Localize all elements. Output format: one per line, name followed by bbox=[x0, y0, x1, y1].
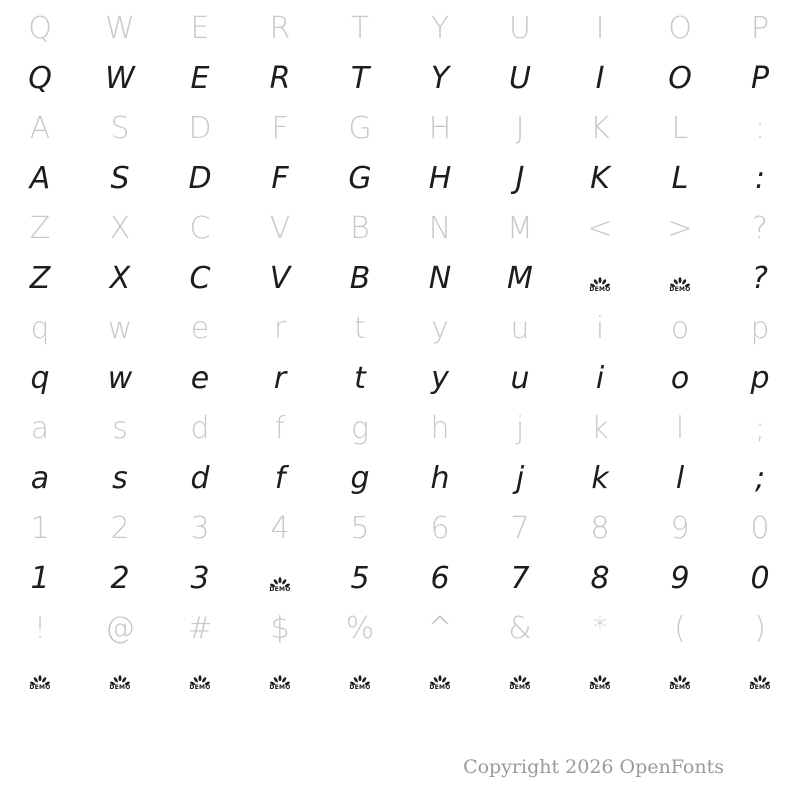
glyph-cell: 0 bbox=[750, 561, 770, 596]
glyph-cell: I bbox=[595, 11, 605, 46]
glyph-cell: P bbox=[750, 11, 770, 46]
glyph-cell: y bbox=[431, 311, 449, 346]
glyph-cell: e bbox=[190, 361, 210, 396]
glyph-cell: o bbox=[670, 311, 690, 346]
glyph-cell: V bbox=[269, 261, 291, 296]
glyph-cell: a bbox=[30, 461, 50, 496]
demo-badge-label: DEMO bbox=[29, 683, 51, 691]
glyph-cell: X bbox=[109, 261, 131, 296]
glyph-cell: Z bbox=[29, 211, 51, 246]
glyph-cell: E bbox=[190, 11, 210, 46]
demo-badge-glyph bbox=[107, 665, 133, 691]
glyph-cell: s bbox=[112, 411, 128, 446]
glyph-cell: H bbox=[428, 161, 452, 196]
glyph-cell: C bbox=[189, 261, 211, 296]
glyph-cell: T bbox=[350, 61, 370, 96]
demo-badge-label: DEMO bbox=[269, 585, 291, 593]
glyph-cell: i bbox=[595, 311, 605, 346]
glyph-cell: # bbox=[187, 611, 213, 646]
glyph-row-specimen bbox=[0, 654, 800, 700]
glyph-cell: U bbox=[509, 11, 531, 46]
glyph-cell: 2 bbox=[110, 511, 130, 546]
glyph-cell: F bbox=[271, 161, 289, 196]
glyph-row-reference bbox=[0, 404, 800, 454]
demo-badge-label: DEMO bbox=[589, 285, 611, 293]
demo-badge-label: DEMO bbox=[109, 683, 131, 691]
glyph-cell: g bbox=[350, 411, 369, 446]
glyph-cell: D bbox=[188, 111, 212, 146]
glyph-cell: Y bbox=[430, 61, 450, 96]
demo-badge-glyph bbox=[507, 665, 533, 691]
glyph-cell: ( bbox=[674, 611, 686, 646]
glyph-cell: Q bbox=[28, 11, 52, 46]
glyph-row-reference bbox=[0, 604, 800, 654]
demo-badge-glyph bbox=[427, 665, 453, 691]
glyph-row-specimen bbox=[0, 154, 800, 204]
glyph-cell-demo bbox=[560, 662, 640, 692]
glyph-cell: a bbox=[30, 411, 50, 446]
glyph-cell: 7 bbox=[510, 561, 530, 596]
glyph-cell: $ bbox=[270, 611, 290, 646]
glyph-cell: D bbox=[188, 161, 212, 196]
glyph-cell-demo bbox=[640, 662, 720, 692]
glyph-cell: P bbox=[750, 61, 770, 96]
demo-leaf-icon bbox=[350, 666, 370, 696]
glyph-cell: M bbox=[507, 261, 533, 296]
glyph-cell: d bbox=[190, 411, 210, 446]
demo-badge-glyph bbox=[187, 665, 213, 691]
glyph-cell-demo bbox=[0, 662, 80, 692]
glyph-cell: T bbox=[350, 11, 370, 46]
glyph-cell: ! bbox=[33, 611, 47, 646]
glyph-cell: 1 bbox=[30, 511, 50, 546]
glyph-cell: A bbox=[29, 161, 51, 196]
glyph-cell: k bbox=[591, 461, 609, 496]
glyph-cell-demo bbox=[160, 662, 240, 692]
demo-badge-glyph bbox=[27, 665, 53, 691]
glyph-cell: 8 bbox=[590, 511, 610, 546]
glyph-cell: t bbox=[354, 361, 366, 396]
glyph-cell: Q bbox=[28, 61, 52, 96]
demo-badge-glyph bbox=[267, 665, 293, 691]
glyph-cell: O bbox=[668, 61, 692, 96]
glyph-cell: * bbox=[592, 611, 608, 646]
glyph-row-specimen bbox=[0, 254, 800, 304]
glyph-cell: M bbox=[507, 211, 533, 246]
demo-leaf-icon bbox=[30, 666, 50, 696]
glyph-cell: U bbox=[509, 61, 531, 96]
demo-badge-glyph bbox=[587, 267, 613, 293]
demo-leaf-icon bbox=[670, 268, 690, 298]
glyph-cell-demo bbox=[400, 662, 480, 692]
glyph-cell: o bbox=[670, 361, 690, 396]
glyph-cell: ^ bbox=[427, 611, 453, 646]
glyph-cell: ? bbox=[752, 261, 768, 296]
demo-badge-label: DEMO bbox=[429, 683, 451, 691]
footer bbox=[0, 756, 800, 778]
glyph-cell: 8 bbox=[590, 561, 610, 596]
glyph-cell: R bbox=[269, 11, 291, 46]
glyph-cell: B bbox=[349, 261, 371, 296]
glyph-cell: w bbox=[107, 311, 133, 346]
glyph-cell: r bbox=[273, 361, 287, 396]
glyph-cell: V bbox=[269, 211, 291, 246]
glyph-cell: 1 bbox=[30, 561, 50, 596]
demo-leaf-icon bbox=[510, 666, 530, 696]
glyph-cell: 3 bbox=[190, 511, 210, 546]
demo-badge-label: DEMO bbox=[349, 683, 371, 691]
demo-leaf-icon bbox=[270, 568, 290, 598]
glyph-cell: C bbox=[189, 211, 211, 246]
glyph-cell: Y bbox=[430, 11, 450, 46]
glyph-row-reference bbox=[0, 104, 800, 154]
glyph-cell: H bbox=[428, 111, 452, 146]
glyph-cell: X bbox=[109, 211, 131, 246]
glyph-cell: h bbox=[430, 461, 450, 496]
demo-badge-label: DEMO bbox=[669, 285, 691, 293]
glyph-cell: q bbox=[30, 311, 50, 346]
glyph-cell: N bbox=[428, 261, 452, 296]
glyph-row-reference bbox=[0, 4, 800, 54]
glyph-cell: % bbox=[345, 611, 375, 646]
glyph-cell: L bbox=[671, 111, 689, 146]
demo-badge-glyph bbox=[667, 665, 693, 691]
glyph-row-specimen bbox=[0, 554, 800, 604]
glyph-cell: & bbox=[508, 611, 532, 646]
glyph-cell: f bbox=[274, 461, 286, 496]
glyph-cell: p bbox=[750, 361, 770, 396]
glyph-cell: w bbox=[107, 361, 133, 396]
glyph-row-specimen bbox=[0, 354, 800, 404]
glyph-cell: E bbox=[190, 61, 210, 96]
glyph-cell: ? bbox=[752, 211, 768, 246]
glyph-cell: g bbox=[350, 461, 370, 496]
glyph-cell: e bbox=[190, 311, 210, 346]
glyph-cell-demo bbox=[240, 662, 320, 692]
glyph-cell-demo bbox=[80, 662, 160, 692]
glyph-cell: 9 bbox=[670, 561, 690, 596]
glyph-cell: B bbox=[350, 211, 370, 246]
demo-badge-label: DEMO bbox=[589, 683, 611, 691]
glyph-cell-demo bbox=[560, 264, 640, 294]
glyph-cell: O bbox=[668, 11, 692, 46]
glyph-cell: 3 bbox=[190, 561, 210, 596]
glyph-cell: S bbox=[110, 111, 130, 146]
glyph-cell: K bbox=[590, 111, 610, 146]
glyph-cell: < bbox=[587, 211, 613, 246]
demo-badge-label: DEMO bbox=[189, 683, 211, 691]
glyph-cell: Z bbox=[29, 261, 51, 296]
demo-badge-glyph bbox=[347, 665, 373, 691]
glyph-cell: t bbox=[354, 311, 366, 346]
glyph-cell: G bbox=[348, 161, 372, 196]
glyph-cell-demo bbox=[320, 662, 400, 692]
glyph-cell: u bbox=[510, 311, 530, 346]
glyph-cell: ; bbox=[754, 411, 766, 446]
glyph-cell: p bbox=[750, 311, 770, 346]
demo-badge-glyph bbox=[267, 567, 293, 593]
demo-leaf-icon bbox=[590, 268, 610, 298]
glyph-cell: : bbox=[754, 161, 766, 196]
glyph-cell: 4 bbox=[270, 511, 290, 546]
demo-leaf-icon bbox=[190, 666, 210, 696]
glyph-cell: W bbox=[105, 11, 135, 46]
glyph-cell: s bbox=[112, 461, 128, 496]
glyph-cell: j bbox=[515, 461, 525, 496]
demo-leaf-icon bbox=[750, 666, 770, 696]
glyph-row-reference bbox=[0, 504, 800, 554]
glyph-cell: 0 bbox=[750, 511, 770, 546]
glyph-cell: 9 bbox=[670, 511, 690, 546]
glyph-row-specimen bbox=[0, 454, 800, 504]
demo-badge-label: DEMO bbox=[749, 683, 771, 691]
glyph-cell-demo bbox=[480, 662, 560, 692]
glyph-cell: l bbox=[675, 411, 685, 446]
glyph-cell: h bbox=[430, 411, 450, 446]
glyph-cell: 5 bbox=[350, 561, 370, 596]
demo-leaf-icon bbox=[110, 666, 130, 696]
glyph-cell: 7 bbox=[510, 511, 530, 546]
glyph-cell: ) bbox=[754, 611, 766, 646]
glyph-cell: y bbox=[431, 361, 449, 396]
demo-leaf-icon bbox=[270, 666, 290, 696]
demo-badge-glyph bbox=[667, 267, 693, 293]
glyph-cell: k bbox=[591, 411, 609, 446]
glyph-cell-demo bbox=[720, 662, 800, 692]
demo-leaf-icon bbox=[590, 666, 610, 696]
glyph-cell: L bbox=[671, 161, 689, 196]
copyright-notice: Copyright 2026 OpenFonts bbox=[463, 756, 724, 778]
glyph-cell-demo bbox=[640, 264, 720, 294]
glyph-cell: S bbox=[110, 161, 130, 196]
glyph-cell: r bbox=[273, 311, 287, 346]
demo-badge-label: DEMO bbox=[269, 683, 291, 691]
glyph-cell: I bbox=[595, 61, 605, 96]
glyph-cell: A bbox=[29, 111, 51, 146]
glyph-cell: d bbox=[190, 461, 210, 496]
glyph-cell: J bbox=[515, 111, 525, 146]
glyph-cell: l bbox=[675, 461, 685, 496]
glyph-cell: W bbox=[105, 61, 135, 96]
demo-leaf-icon bbox=[430, 666, 450, 696]
demo-badge-label: DEMO bbox=[509, 683, 531, 691]
glyph-cell: J bbox=[515, 161, 525, 196]
glyph-cell: K bbox=[590, 161, 610, 196]
glyph-row-specimen bbox=[0, 54, 800, 104]
glyph-row-reference bbox=[0, 304, 800, 354]
glyph-cell: 6 bbox=[430, 511, 450, 546]
demo-leaf-icon bbox=[670, 666, 690, 696]
demo-badge-glyph bbox=[587, 665, 613, 691]
glyph-cell: 6 bbox=[430, 561, 450, 596]
demo-badge-label: DEMO bbox=[669, 683, 691, 691]
glyph-cell: 5 bbox=[350, 511, 370, 546]
glyph-cell: F bbox=[271, 111, 289, 146]
glyph-cell: 2 bbox=[110, 561, 130, 596]
glyph-cell: q bbox=[30, 361, 50, 396]
glyph-cell: G bbox=[348, 111, 372, 146]
glyph-cell: i bbox=[595, 361, 605, 396]
glyph-cell: @ bbox=[105, 611, 135, 646]
glyph-cell: j bbox=[515, 411, 525, 446]
demo-badge-glyph bbox=[747, 665, 773, 691]
glyph-cell: u bbox=[510, 361, 530, 396]
glyph-cell: : bbox=[754, 111, 766, 146]
glyph-row-reference bbox=[0, 204, 800, 254]
glyph-cell: f bbox=[274, 411, 286, 446]
glyph-cell: R bbox=[269, 61, 291, 96]
glyph-cell-demo bbox=[240, 564, 320, 594]
glyph-cell: N bbox=[428, 211, 452, 246]
glyph-cell: ; bbox=[754, 461, 766, 496]
glyph-cell: > bbox=[667, 211, 693, 246]
